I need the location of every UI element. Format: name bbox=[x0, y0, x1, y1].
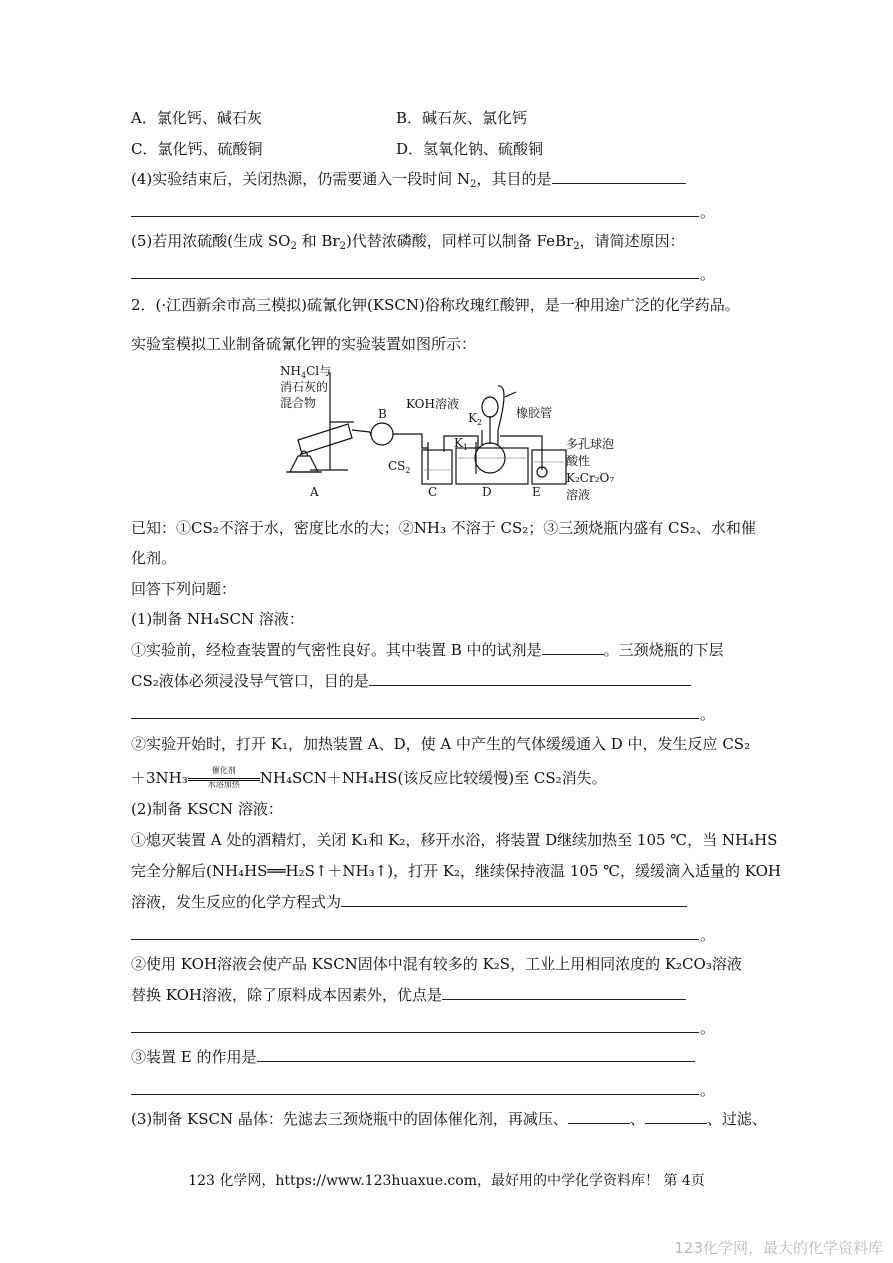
worksheet-page: A．氯化钙、碱石灰 B．碱石灰、氯化钙 C．氯化钙、硫酸铜 D．氢氧化钠、硫酸铜 (4)实验结束后，关闭热源，仍需要通入一段时间 $N_2$，其目的是 。 (5)若用浓硫酸(生成 $SO_2$ 和 $Br_2$)代替浓磷酸，同样可以制备 FeBr$_2$，请简述原因： 。 2．(·江西新余市高三模拟)硫氰化钾(KSCN)俗称玫瑰红酸钾，是一种用途广泛的化学药品。 实验室模拟工业制备硫氰化钾的实验装置如图所示： $NH_4Cl$与 消石灰的 混合物 B KOH溶液 $K_2$ 橡胶管 $K_1$ $CS_2$ 多孔球泡 酸性 K₂Cr₂O₇ 溶液 A C D E 已知：①CS₂不溶于水，密度比水的大；②NH₃ 不溶于 CS₂；③三颈烧瓶内盛有 CS₂、水和催 化剂。 回答下列问题： (1)制备 NH₄SCN 溶液： ①实验前，经检查装置的气密性良好。其中装置 B 中的试剂是 。三颈烧瓶的下层 CS₂液体必须浸没导气管口，目的是 。 ②实验开始时，打开 K₁，加热装置 A、D，使 A 中产生的气体缓缓通入 D 中，发生反应 CS₂ ＋3NH₃ 催化剂 水浴加热 NH₄SCN＋NH₄HS(该反应比较缓慢)至 CS₂消失。 (2)制备 KSCN 溶液： ①熄灭装置 A 处的酒精灯，关闭 K₁和 K₂，移开水浴，将装置 D继续加热至 105 ℃，当 NH₄HS 完全分解后(NH₄HS══H₂S↑＋NH₃↑)，打开 K₂，继续保持液温 105 ℃，缓缓滴入适量的 KOH 溶液，发生反应的化学方程式为 。 ②使用 KOH溶液会使产品 KSCN固体中混有较多的 K₂S，工业上用相同浓度的 K₂CO₃溶液 替换 KOH溶液，除了原料成本因素外，优点是 。 ③装置 E 的作用是 。 (3)制备 KSCN 晶体：先滤去三颈烧瓶中的固体催化剂，再减压、 、 、过滤、 123 化学网，https://www.123huaxue.com，最好用的中学化学资料库！ 第 4页 123化学网，最大的化学资料库 bbox=[0, 0, 893, 1263]
option-c: C．氯化钙、硫酸铜 bbox=[131, 140, 263, 158]
answer-blank[interactable] bbox=[369, 671, 691, 686]
known-conditions: 已知：①CS₂不溶于水，密度比水的大；②NH₃ 不溶于 CS₂；③三颈烧瓶内盛有 CS₂、水和催 bbox=[131, 519, 756, 537]
answer-line[interactable] bbox=[131, 278, 699, 279]
question-4: (4)实验结束后，关闭热源，仍需要通入一段时间 $N_2$，其目的是 bbox=[131, 169, 686, 189]
part-1-q1: ①实验前，经检查装置的气密性良好。其中装置 B 中的试剂是 。三颈烧瓶的下层 bbox=[131, 641, 724, 659]
answer-line[interactable] bbox=[131, 1032, 699, 1033]
part-2-q2-ask: 替换 KOH溶液，除了原料成本因素外，优点是 bbox=[131, 985, 686, 1005]
apparatus-diagram bbox=[270, 362, 660, 507]
problem-2-intro-2: 实验室模拟工业制备硫氰化钾的实验装置如图所示： bbox=[131, 335, 477, 353]
answer-blank[interactable] bbox=[542, 640, 604, 655]
svg-text:多孔球泡: 多孔球泡 bbox=[566, 437, 615, 451]
part-1-q1-cont: CS₂液体必须浸没导气管口，目的是 bbox=[131, 671, 691, 691]
option-a: A．氯化钙、碱石灰 bbox=[131, 109, 262, 127]
answer-blank[interactable] bbox=[257, 1047, 695, 1062]
svg-text:KOH溶液: KOH溶液 bbox=[406, 397, 459, 411]
part-2-q2: ②使用 KOH溶液会使产品 KSCN固体中混有较多的 K₂S，工业上用相同浓度的 K₂CO₃溶液 bbox=[131, 955, 742, 973]
answer-line[interactable] bbox=[131, 718, 699, 719]
answer-blank[interactable] bbox=[568, 1109, 630, 1124]
part-3: (3)制备 KSCN 晶体：先滤去三颈烧瓶中的固体催化剂，再减压、 、 、过滤、 bbox=[131, 1110, 767, 1128]
answer-blank[interactable] bbox=[645, 1109, 707, 1124]
problem-2-intro: 2．(·江西新余市高三模拟)硫氰化钾(KSCN)俗称玫瑰红酸钾，是一种用途广泛的化学药品。 bbox=[131, 296, 740, 314]
part-1-q2: ②实验开始时，打开 K₁，加热装置 A、D，使 A 中产生的气体缓缓通入 D 中，发生反应 CS₂ bbox=[131, 735, 751, 753]
svg-text:B: B bbox=[378, 407, 387, 421]
part-2-q1-cont: 完全分解后(NH₄HS══H₂S↑＋NH₃↑)，打开 K₂，继续保持液温 105 ℃，缓缓滴入适量的 KOH bbox=[131, 862, 781, 880]
svg-text:A: A bbox=[310, 485, 319, 499]
svg-text:NH4Cl与: $NH_4Cl$与 bbox=[280, 364, 332, 380]
svg-text:CS2: $CS_2$ bbox=[388, 459, 411, 475]
svg-text:酸性: 酸性 bbox=[566, 454, 591, 468]
part-2-q1: ①熄灭装置 A 处的酒精灯，关闭 K₁和 K₂，移开水浴，将装置 D继续加热至 105 ℃，当 NH₄HS bbox=[131, 831, 778, 849]
answer-heading: 回答下列问题： bbox=[131, 580, 237, 598]
part-1-heading: (1)制备 NH₄SCN 溶液： bbox=[131, 610, 304, 628]
svg-text:C: C bbox=[428, 485, 438, 499]
reaction-equation: ＋3NH₃ 催化剂 水浴加热 NH₄SCN＋NH₄HS(该反应比较缓慢)至 CS₂消失。 bbox=[131, 766, 607, 789]
svg-text:混合物: 混合物 bbox=[280, 396, 317, 410]
watermark: 123化学网，最大的化学资料库 bbox=[674, 1239, 883, 1257]
svg-text:E: E bbox=[532, 485, 541, 499]
svg-text:D: D bbox=[482, 485, 492, 499]
reaction-arrow: 催化剂 水浴加热 bbox=[188, 768, 260, 788]
answer-blank[interactable] bbox=[552, 169, 686, 184]
svg-text:消石灰的: 消石灰的 bbox=[280, 380, 329, 394]
part-2-q3: ③装置 E 的作用是 bbox=[131, 1047, 695, 1067]
option-d: D．氢氧化钠、硫酸铜 bbox=[396, 140, 544, 158]
part-2-heading: (2)制备 KSCN 溶液： bbox=[131, 800, 283, 818]
option-b: B．碱石灰、氯化钙 bbox=[396, 109, 528, 127]
svg-text:K₂Cr₂O₇: K₂Cr₂O₇ bbox=[566, 471, 615, 485]
svg-text:橡胶管: 橡胶管 bbox=[516, 406, 553, 420]
svg-text:K2: $K_2$ bbox=[468, 411, 483, 427]
svg-text:溶液: 溶液 bbox=[566, 488, 591, 502]
answer-line[interactable] bbox=[131, 1094, 699, 1095]
question-5: (5)若用浓硫酸(生成 $SO_2$ 和 $Br_2$)代替浓磷酸，同样可以制备 FeBr$_2$，请简述原因： bbox=[131, 232, 685, 252]
answer-line[interactable] bbox=[131, 216, 699, 217]
answer-blank[interactable] bbox=[341, 892, 687, 907]
known-conditions-2: 化剂。 bbox=[131, 549, 177, 567]
svg-text:K1: $K_1$ bbox=[454, 436, 469, 452]
answer-blank[interactable] bbox=[442, 985, 686, 1000]
part-2-q1-ask: 溶液，发生反应的化学方程式为 bbox=[131, 892, 687, 912]
page-footer: 123 化学网，https://www.123huaxue.com，最好用的中学化学资料库！ 第 4页 bbox=[188, 1173, 705, 1189]
answer-line[interactable] bbox=[131, 939, 699, 940]
